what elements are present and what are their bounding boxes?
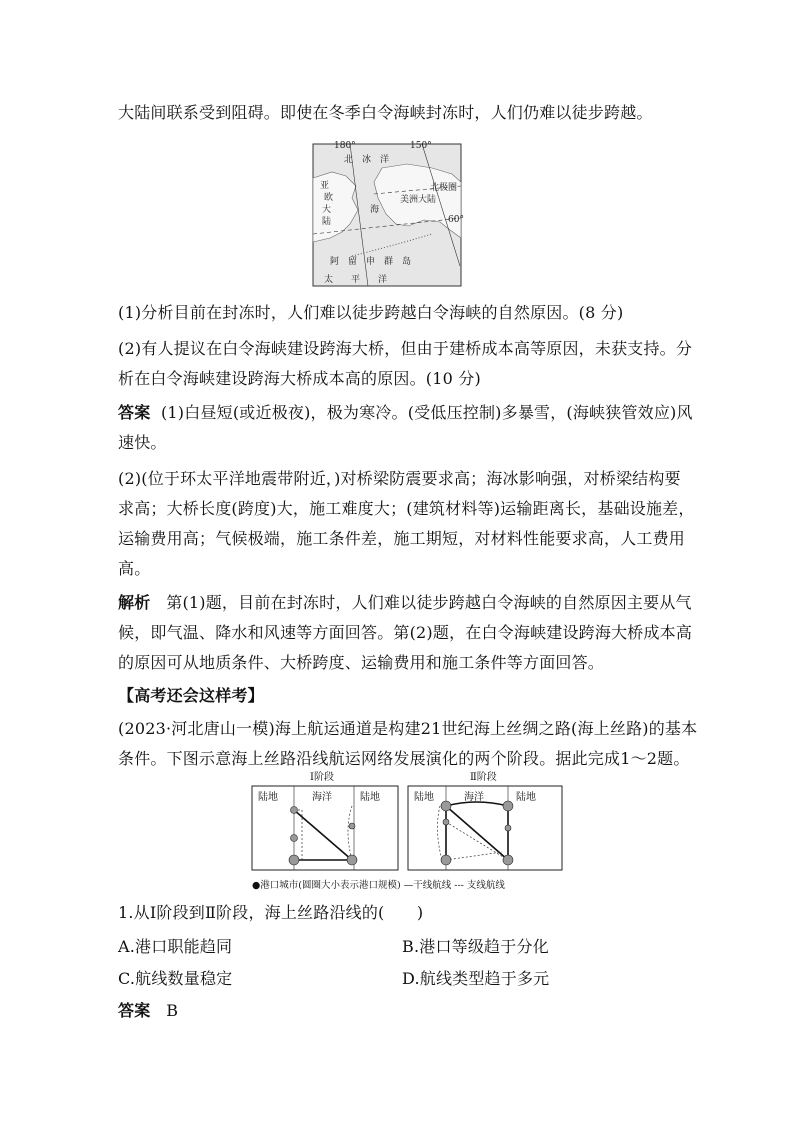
analysis-label: 解析 bbox=[118, 593, 151, 612]
passage-line-1: (2023·河北唐山一模)海上航运通道是构建21世纪海上丝绸之路(海上丝路)的基本 bbox=[118, 719, 698, 738]
map-label-asia-3: 大 bbox=[322, 205, 332, 215]
answer-line-2: 速快。 bbox=[118, 433, 167, 452]
stage-1-ocean: 海洋 bbox=[312, 792, 332, 803]
figure-legend: ●港口城市(圆圈大小表示港口规模) —干线航线 --- 支线航线 bbox=[252, 880, 505, 891]
passage-line-2: 条件。下图示意海上丝路沿线航运网络发展演化的两个阶段。据此完成1～2题。 bbox=[118, 749, 690, 768]
answer-line-3: (2)(位于环太平洋地震带附近，)对桥梁防震要求高；海冰影响强，对桥梁结构要 bbox=[118, 469, 681, 488]
section-title: 【高考还会这样考】 bbox=[118, 686, 264, 705]
stage-2-land-right: 陆地 bbox=[516, 792, 536, 803]
question-2-line-1: (2)有人提议在白令海峡建设跨海大桥，但由于建桥成本高等原因，未获支持。分 bbox=[118, 339, 693, 358]
mcq-answer-line bbox=[118, 998, 178, 1021]
map-lon-180: 180° bbox=[334, 141, 356, 151]
mcq-answer-value: B bbox=[166, 1001, 179, 1020]
map-label-pacific: 太 平 洋 bbox=[324, 275, 388, 285]
mcq-answer-label: 答案 bbox=[118, 1001, 151, 1020]
map-label-arctic-ocean: 北 冰 洋 bbox=[344, 155, 390, 165]
answer-label: 答案 bbox=[118, 403, 151, 422]
stage-1-land-left: 陆地 bbox=[258, 792, 278, 803]
map-label-strait: 海 bbox=[370, 205, 380, 215]
map-label-north-america: 美洲大陆 bbox=[400, 195, 437, 205]
mcq-question: 1.从Ⅰ阶段到Ⅱ阶段，海上丝路沿线的( ) bbox=[118, 903, 424, 922]
analysis-line-3: 的原因可从地质条件、大桥跨度、运输费用和施工条件等方面回答。 bbox=[118, 653, 605, 672]
intro-text: 大陆间联系受到阻碍。即使在冬季白令海峡封冻时，人们仍难以徒步跨越。 bbox=[118, 103, 653, 122]
map-label-aleutian: 阿 留 申 群 岛 bbox=[330, 257, 412, 267]
option-c: C.航线数量稳定 bbox=[118, 969, 233, 988]
stage-1-title: Ⅰ阶段 bbox=[310, 772, 334, 783]
stage-2-ocean: 海洋 bbox=[464, 792, 484, 803]
answer-line-4: 求高；大桥长度(跨度)大，施工难度大；(建筑材料等)运输距离长，基础设施差， bbox=[118, 499, 695, 518]
map-label-lat-60: 60° bbox=[448, 215, 464, 225]
analysis-line-1 bbox=[118, 590, 692, 613]
answer-line-1 bbox=[118, 400, 693, 423]
analysis-line-2: 候，即气温、降水和风速等方面回答。第(2)题，在白令海峡建设跨海大桥成本高 bbox=[118, 623, 693, 642]
bering-strait-map bbox=[312, 138, 462, 288]
map-label-arctic-circle: 北极圈 bbox=[430, 183, 458, 193]
question-2-line-2: 析在白令海峡建设跨海大桥成本高的原因。(10 分) bbox=[118, 369, 481, 388]
shipping-network-figure bbox=[246, 770, 568, 894]
stage-2-title: Ⅱ阶段 bbox=[470, 772, 497, 783]
option-d: D.航线类型趋于多元 bbox=[402, 969, 550, 988]
option-a: A.港口职能趋同 bbox=[118, 937, 233, 956]
option-b: B.港口等级趋于分化 bbox=[402, 937, 549, 956]
stage-1-land-right: 陆地 bbox=[360, 792, 380, 803]
answer-text-1: (1)白昼短(或近极夜)，极为寒冷。(受低压控制)多暴雪，(海峡狭管效应)风 bbox=[160, 403, 693, 422]
map-label-asia-4: 陆 bbox=[322, 217, 332, 227]
stage-2-land-left: 陆地 bbox=[414, 792, 434, 803]
answer-line-6: 高。 bbox=[118, 559, 151, 578]
map-lon-150: 150° bbox=[410, 141, 432, 151]
question-1: (1)分析目前在封冻时，人们难以徒步跨越白令海峡的自然原因。(8 分) bbox=[118, 303, 624, 322]
answer-line-5: 运输费用高；气候极端，施工条件差，施工期短，对材料性能要求高，人工费用 bbox=[118, 529, 686, 548]
map-label-asia-2: 欧 bbox=[324, 193, 334, 203]
analysis-text-1: 第(1)题，目前在封冻时，人们难以徒步跨越白令海峡的自然原因主要从气 bbox=[166, 593, 692, 612]
map-label-asia-1: 亚 bbox=[320, 181, 330, 191]
